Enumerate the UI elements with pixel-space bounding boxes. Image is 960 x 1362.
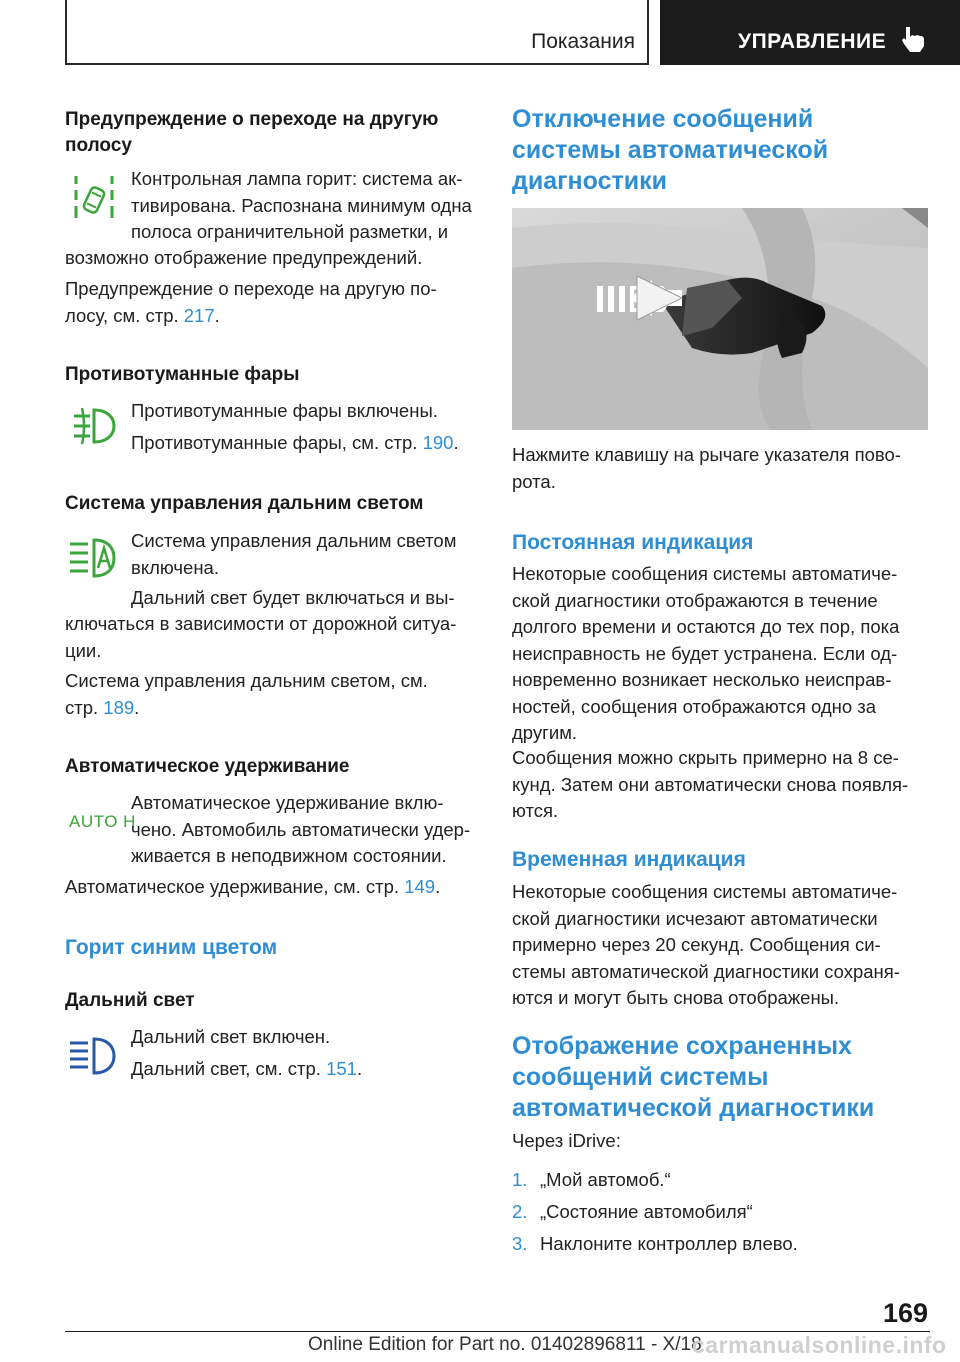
text-line: Нажмите клавишу на рычаге указателя пово- — [512, 444, 901, 465]
text-line: Некоторые сообщения системы автоматиче- — [512, 563, 898, 584]
lane-warning-desc — [131, 166, 486, 246]
photo-caption — [512, 442, 930, 495]
ref-suffix: . — [214, 304, 220, 326]
lane-warning-title-line2: полосу — [65, 135, 132, 156]
step-item-3 — [512, 1231, 798, 1258]
header-chapter-label: УПРАВЛЕНИЕ — [738, 30, 887, 53]
text-line: ской диагностики отображаются в течение — [512, 589, 878, 611]
text-line: кунд. Затем они автоматически снова появля- — [512, 773, 909, 795]
saved-messages-heading — [512, 1031, 930, 1124]
fog-lights-title: Противотуманные фары — [65, 364, 300, 385]
text-line: ются и могут быть снова отображены. — [512, 987, 840, 1008]
text-line — [65, 303, 485, 330]
heading-line: автоматической диагностики — [512, 1094, 875, 1122]
page-link-190[interactable]: 190 — [422, 432, 454, 453]
text-line: стемы автоматической диагностики сохраня- — [512, 960, 900, 982]
header-section-tab — [65, 0, 649, 65]
text-line: ской диагностики исчезают автоматически — [512, 907, 878, 929]
temporary-indication-desc — [512, 879, 930, 1012]
text-line: чено. Автомобиль автоматически удер- — [131, 818, 471, 840]
text-line: долгого времени и остаются до тех пор, пока — [512, 616, 900, 637]
edition-text: Online Edition for Part no. 01402896811 - X/18 — [308, 1334, 702, 1355]
auto-hold-desc — [131, 790, 486, 870]
high-beam-assistant-icon — [68, 536, 118, 580]
text-line: живается в неподвижном состоянии. — [131, 845, 447, 866]
watermark: carmanualsonline.info — [692, 1332, 947, 1358]
step-text: „Состояние автомобиля“ — [540, 1201, 753, 1222]
header-section-label: Показания — [531, 30, 635, 53]
hba-desc — [131, 528, 486, 581]
high-beam-title: Дальний свет — [65, 990, 195, 1011]
auto-hold-icon: AUTO H — [69, 812, 136, 831]
text-line: ключаться в зависимости от дорожной ситуа- — [65, 613, 457, 634]
text-line: включена. — [131, 556, 219, 578]
text-line: Предупреждение о переходе на другую по- — [65, 278, 437, 299]
pointing-hand-icon — [898, 24, 928, 54]
auto-hold-title: Автоматическое удерживание — [65, 756, 350, 777]
heading-line: системы автоматической — [512, 136, 829, 164]
header-chapter-tab — [660, 0, 960, 65]
idrive-intro: Через iDrive: — [512, 1130, 621, 1151]
text-line: другим. — [512, 722, 578, 743]
ref-prefix: стр. — [65, 696, 104, 718]
fog-lights-desc: Противотуманные фары включены. — [131, 400, 438, 421]
turn-signal-lever-photo — [512, 208, 928, 430]
ref-suffix: . — [134, 696, 140, 718]
hba-ref — [65, 668, 485, 721]
high-beam-ref — [131, 1056, 362, 1083]
lane-departure-icon — [72, 172, 116, 222]
text-line: ции. — [65, 639, 102, 661]
page-link-217[interactable]: 217 — [183, 304, 215, 326]
ref-prefix: Дальний свет, см. стр. — [131, 1058, 327, 1079]
text-line: полоса ограничительной разметки, и — [131, 221, 449, 242]
permanent-indication-hide — [512, 745, 930, 825]
text-line: Дальний свет будет включаться и вы- — [131, 587, 455, 608]
text-line: ностей, сообщения отображаются одно за — [512, 695, 877, 717]
ref-suffix: . — [356, 1058, 363, 1079]
text-line — [65, 695, 485, 722]
page-link-149[interactable]: 149 — [404, 876, 436, 897]
text-line: примерно через 20 секунд. Сообщения си- — [512, 934, 881, 955]
step-item-2 — [512, 1199, 753, 1226]
ref-suffix: . — [453, 432, 459, 453]
heading-line: сообщений системы — [512, 1063, 769, 1091]
hba-desc-2 — [65, 611, 485, 664]
step-item-1 — [512, 1167, 671, 1194]
step-text: „Мой автомоб.“ — [540, 1169, 671, 1190]
text-line: Сообщения можно скрыть примерно на 8 се- — [512, 747, 899, 768]
permanent-indication-heading: Постоянная индикация — [512, 531, 754, 554]
text-line: Некоторые сообщения системы автоматиче- — [512, 881, 898, 902]
heading-line: Отображение сохраненных — [512, 1032, 852, 1060]
blue-lights-heading: Горит синим цветом — [65, 936, 278, 959]
step-number: 1. — [512, 1169, 528, 1190]
step-number: 3. — [512, 1233, 528, 1254]
text-line: Контрольная лампа горит: система ак- — [131, 168, 463, 189]
high-beam-desc: Дальний свет включен. — [131, 1026, 331, 1047]
text-line: рота. — [512, 470, 556, 492]
page-link-151[interactable]: 151 — [326, 1058, 357, 1079]
lane-warning-title — [65, 107, 438, 159]
ref-prefix: Противотуманные фары, см. стр. — [131, 432, 423, 453]
ref-prefix: лосу, см. стр. — [65, 304, 184, 326]
heading-line: Отключение сообщений — [512, 105, 814, 133]
text-line: возможно отображение предупреждений. — [65, 247, 423, 268]
text-line: Система управления дальним светом — [131, 530, 457, 551]
fog-light-icon — [70, 406, 118, 446]
high-beam-icon — [68, 1036, 118, 1076]
lane-warning-ref — [65, 276, 485, 329]
page-number: 169 — [882, 1298, 928, 1328]
text-line: тивирована. Распознана минимум одна — [131, 194, 472, 216]
heading-line: диагностики — [512, 167, 667, 195]
text-line: Автоматическое удерживание вклю- — [131, 792, 444, 813]
lane-warning-title-line1: Предупреждение о переходе на другую — [65, 109, 439, 130]
disable-messages-heading — [512, 104, 930, 197]
auto-hold-ref — [65, 874, 440, 901]
permanent-indication-desc — [512, 561, 930, 747]
step-text: Наклоните контроллер влево. — [540, 1233, 798, 1254]
temporary-indication-heading: Временная индикация — [512, 848, 746, 871]
ref-prefix: Автоматическое удерживание, см. стр. — [65, 876, 405, 897]
text-line: неисправность не будет устранена. Если од- — [512, 642, 898, 664]
text-line: ются. — [512, 800, 559, 821]
hba-title: Система управления дальним светом — [65, 493, 424, 514]
page-link-189[interactable]: 189 — [103, 696, 135, 718]
step-number: 2. — [512, 1201, 528, 1222]
fog-lights-ref — [131, 430, 459, 457]
text-line: новременно возникает несколько неисправ- — [512, 669, 892, 690]
ref-suffix: . — [435, 876, 441, 897]
text-line: Система управления дальним светом, см. — [65, 670, 428, 691]
